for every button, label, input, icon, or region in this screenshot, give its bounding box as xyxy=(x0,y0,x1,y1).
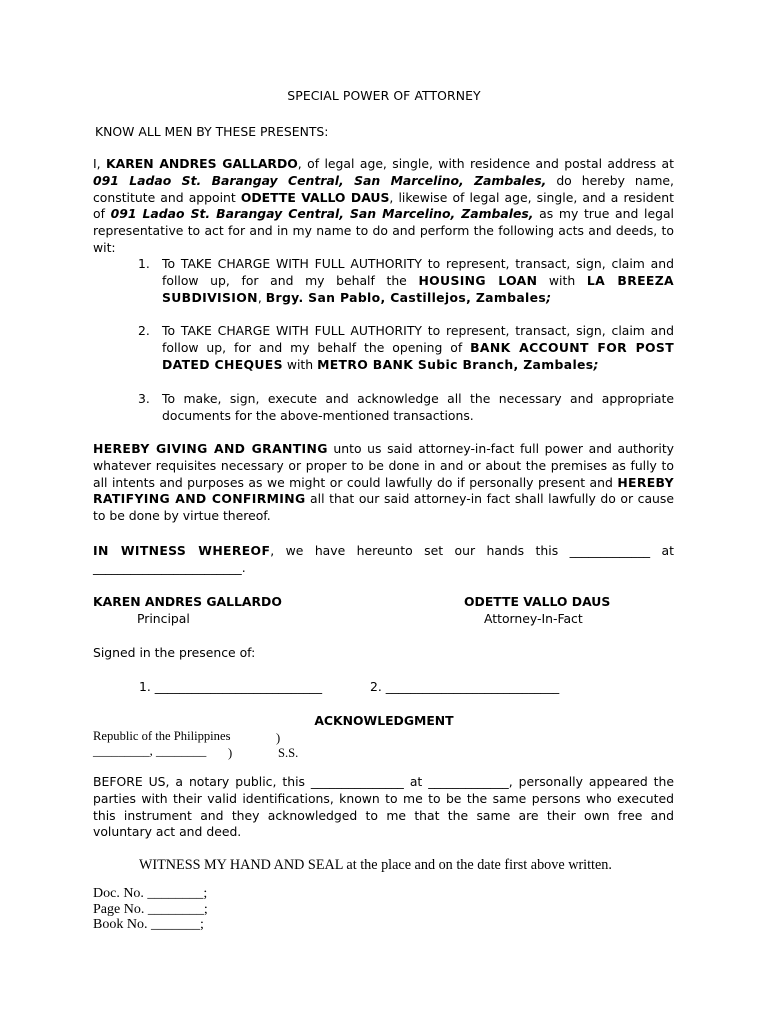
notarial-register xyxy=(93,886,208,933)
page-number-line: Page No. ________; xyxy=(93,901,208,917)
venue-paren-2: ) xyxy=(228,746,233,760)
know-all-men-heading: KNOW ALL MEN BY THESE PRESENTS: xyxy=(95,124,329,139)
venue-paren-1: ) xyxy=(276,731,281,745)
acknowledgment-title: ACKNOWLEDGMENT xyxy=(314,713,454,728)
principal-signature-role: Principal xyxy=(137,611,190,626)
attorney-address: 091 Ladao St. Barangay Central, San Marcelino, Zambales, xyxy=(110,206,534,222)
witness-whereof-paragraph: IN WITNESS WHEREOF, we have hereunto set our hands this _____________ at ________________________. xyxy=(93,543,675,575)
doc-number-line: Doc. No. ________; xyxy=(93,886,208,901)
principal-name-inline: KAREN ANDRES GALLARDO xyxy=(106,156,298,171)
attorney-signature-role: Attorney-In-Fact xyxy=(484,611,583,626)
attorney-name-inline: ODETTE VALLO DAUS xyxy=(240,189,390,205)
witness-hand-seal: WITNESS MY HAND AND SEAL at the place and on the date first above written. xyxy=(139,857,612,873)
intro-paragraph: I, KAREN ANDRES GALLARDO, of legal age, single, with residence and postal address at 091 Ladao St. Barangay Central, San Marcelino, Zambales, do hereby name, constitute and appoint ODETTE VALLO DAUS, likewise of legal age, single, and a resident of 091 Ladao St. Barangay Central, San Marcelino, Zambales, as my true and legal representative to act for and in my name to do and perform the following acts and deeds, to wit: xyxy=(93,156,675,255)
list-item-text: To TAKE CHARGE WITH FULL AUTHORITY to represent, transact, sign, claim and follow up, for and my behalf the opening of BANK ACCOUNT FOR POST DATED CHEQUES with METRO BANK Subic Branch, Zambales; xyxy=(162,323,674,372)
venue-republic: Republic of the Philippines xyxy=(93,729,231,743)
hereby-paragraph: HEREBY GIVING AND GRANTING unto us said attorney-in-fact full power and authority whatever requisites necessary or proper to be done in and or about the premises as fully to all intents and purposes as we might or could lawfully do if personally present and HEREBY RATIFYING AND CONFIRMING all that our said attorney-in fact shall lawfully do or cause to be done by virtue thereof. xyxy=(93,441,675,524)
venue-ss: S.S. xyxy=(278,746,299,760)
list-number: 1. xyxy=(138,256,150,271)
witness-line-2: 2. ____________________________ xyxy=(370,679,560,694)
principal-signature-name: KAREN ANDRES GALLARDO xyxy=(93,594,282,609)
attorney-signature-name: ODETTE VALLO DAUS xyxy=(464,594,611,609)
venue-blank-line: _________, ________ xyxy=(93,744,207,758)
list-number: 3. xyxy=(138,391,150,406)
principal-address: 091 Ladao St. Barangay Central, San Marcelino, Zambales, xyxy=(93,172,547,188)
list-item-text: To make, sign, execute and acknowledge all the necessary and appropriate documents for the above-mentioned transactions. xyxy=(162,391,674,423)
document-title: SPECIAL POWER OF ATTORNEY xyxy=(287,88,481,103)
book-number-line: Book No. _______; xyxy=(93,917,204,932)
before-us-paragraph: BEFORE US, a notary public, this _______________ at _____________, personally appeared the parties with their valid identifications, known to me to be the same persons who executed this instrument and they acknowledged to me that the same are their own free and voluntary act and deed. xyxy=(93,774,674,840)
signed-presence-label: Signed in the presence of: xyxy=(93,645,256,660)
witness-line-1: 1. ___________________________ xyxy=(139,679,323,694)
list-number: 2. xyxy=(138,323,150,338)
list-item-text: To TAKE CHARGE WITH FULL AUTHORITY to represent, transact, sign, claim and follow up, for and my behalf the HOUSING LOAN with LA BREEZA SUBDIVISION, Brgy. San Pablo, Castillejos, Zambales; xyxy=(162,256,674,305)
